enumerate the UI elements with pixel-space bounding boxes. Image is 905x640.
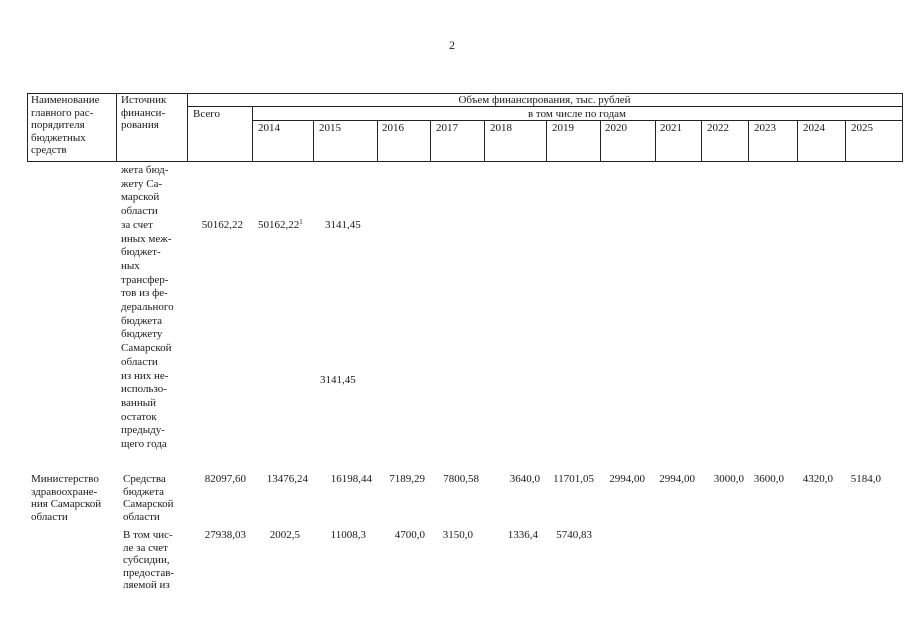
- block1-row1-2015: 3141,45: [325, 219, 361, 231]
- header-source-line: рования: [121, 119, 159, 132]
- source-line: использо-: [121, 383, 167, 396]
- block2-row2-value: 5740,83: [556, 529, 592, 541]
- header-source-line: Источник: [121, 94, 167, 106]
- source-line: предыду-: [121, 424, 165, 437]
- name-line: здравоохране-: [31, 485, 98, 498]
- source-line: Самарской: [121, 342, 172, 355]
- name-line: ния Самарской: [31, 498, 102, 511]
- header-funding-title: Объем финансирования, тыс. рублей: [458, 94, 631, 106]
- header-name-line: Наименование: [31, 94, 100, 106]
- header-year: 2017: [436, 122, 458, 134]
- header-year: 2020: [605, 122, 627, 134]
- source-line: жета бюд-: [121, 164, 169, 176]
- header-year: 2014: [258, 122, 280, 134]
- block2-row2-total: 27938,03: [204, 529, 246, 541]
- source-line: дерального: [121, 301, 174, 314]
- header-year: 2015: [319, 122, 341, 134]
- header-year: 2022: [707, 122, 729, 134]
- block2-source1-text: [123, 473, 174, 523]
- header-source-column: [121, 94, 166, 132]
- block1-source-text: [121, 164, 174, 452]
- source-line: области: [123, 510, 160, 523]
- header-total: Всего: [193, 108, 220, 120]
- block1-row2-2015: 3141,45: [320, 374, 356, 386]
- block2-row1-value: 16198,44: [330, 473, 372, 485]
- header-year: 2016: [382, 122, 404, 134]
- block2-row2-value: 3150,0: [442, 529, 473, 541]
- header-year: 2025: [851, 122, 873, 134]
- source-line: В том чис-: [123, 529, 173, 541]
- header-year: 2021: [660, 122, 682, 134]
- header-name-line: бюджетных: [31, 131, 86, 144]
- source-line: Средства: [123, 473, 166, 485]
- block2-name-text: [31, 473, 101, 523]
- source-line: марской: [121, 191, 160, 204]
- block1-row1-2014: [258, 219, 303, 232]
- header-by-years: в том числе по годам: [527, 108, 627, 120]
- source-line: за счет: [121, 218, 153, 231]
- block2-row2-value: 2002,5: [269, 529, 300, 541]
- name-line: Министерство: [31, 473, 99, 485]
- block2-row1-value: 11701,05: [553, 473, 594, 485]
- source-line: ле за счет: [123, 541, 168, 554]
- source-line: ных: [121, 259, 140, 272]
- source-line: тов из фе-: [121, 287, 168, 300]
- source-line: щего года: [121, 438, 167, 451]
- block2-row1-value: 7189,29: [389, 473, 425, 485]
- block2-row1-value: 7800,58: [443, 473, 479, 485]
- value-text: 50162,22: [258, 219, 300, 231]
- block1-row1-total: 50162,22: [201, 219, 243, 231]
- block2-row1-value: 13476,24: [266, 473, 308, 485]
- header-name-line: главного рас-: [31, 106, 94, 119]
- name-line: области: [31, 510, 68, 523]
- header-year: 2019: [552, 122, 574, 134]
- header-source-line: финанси-: [121, 106, 166, 119]
- block2-row1-value: 3000,0: [713, 473, 744, 485]
- header-name-column: [31, 94, 100, 157]
- source-line: субсидии,: [123, 554, 170, 567]
- source-line: области: [121, 205, 158, 218]
- source-line: из них не-: [121, 369, 169, 382]
- source-line: ляемой из: [123, 579, 170, 592]
- header-year: 2024: [803, 122, 825, 134]
- source-line: бюджета: [123, 485, 165, 498]
- block2-row1-value: 5184,0: [850, 473, 881, 485]
- source-line: жету Са-: [121, 177, 163, 190]
- source-line: трансфер-: [121, 273, 169, 286]
- page-number: 2: [449, 38, 455, 52]
- block2-row1-value: 3600,0: [753, 473, 784, 485]
- header-name-line: средств: [31, 144, 67, 157]
- source-line: предостав-: [123, 566, 175, 579]
- source-line: бюджет-: [121, 246, 161, 259]
- block2-source2-text: [123, 529, 174, 592]
- source-line: остаток: [121, 410, 157, 423]
- header-year: 2018: [490, 122, 512, 134]
- block2-row1-value: 4320,0: [802, 473, 833, 485]
- source-line: ванный: [121, 396, 156, 409]
- block2-row1-value: 3640,0: [509, 473, 540, 485]
- source-line: бюджету: [121, 328, 163, 341]
- block2-row2-value: 11008,3: [330, 529, 366, 541]
- block2-row1-total: 82097,60: [204, 473, 246, 485]
- header-name-line: порядителя: [31, 119, 85, 132]
- block2-row2-value: 4700,0: [394, 529, 425, 541]
- block2-row1-value: 2994,00: [609, 473, 645, 485]
- source-line: Самарской: [123, 498, 174, 511]
- source-line: области: [121, 355, 158, 368]
- source-line: бюджета: [121, 314, 163, 327]
- block2-row1-value: 2994,00: [659, 473, 695, 485]
- source-line: иных меж-: [121, 232, 172, 245]
- block2-row2-value: 1336,4: [507, 529, 538, 541]
- footnote-mark: 1: [299, 218, 303, 226]
- header-year: 2023: [754, 122, 776, 134]
